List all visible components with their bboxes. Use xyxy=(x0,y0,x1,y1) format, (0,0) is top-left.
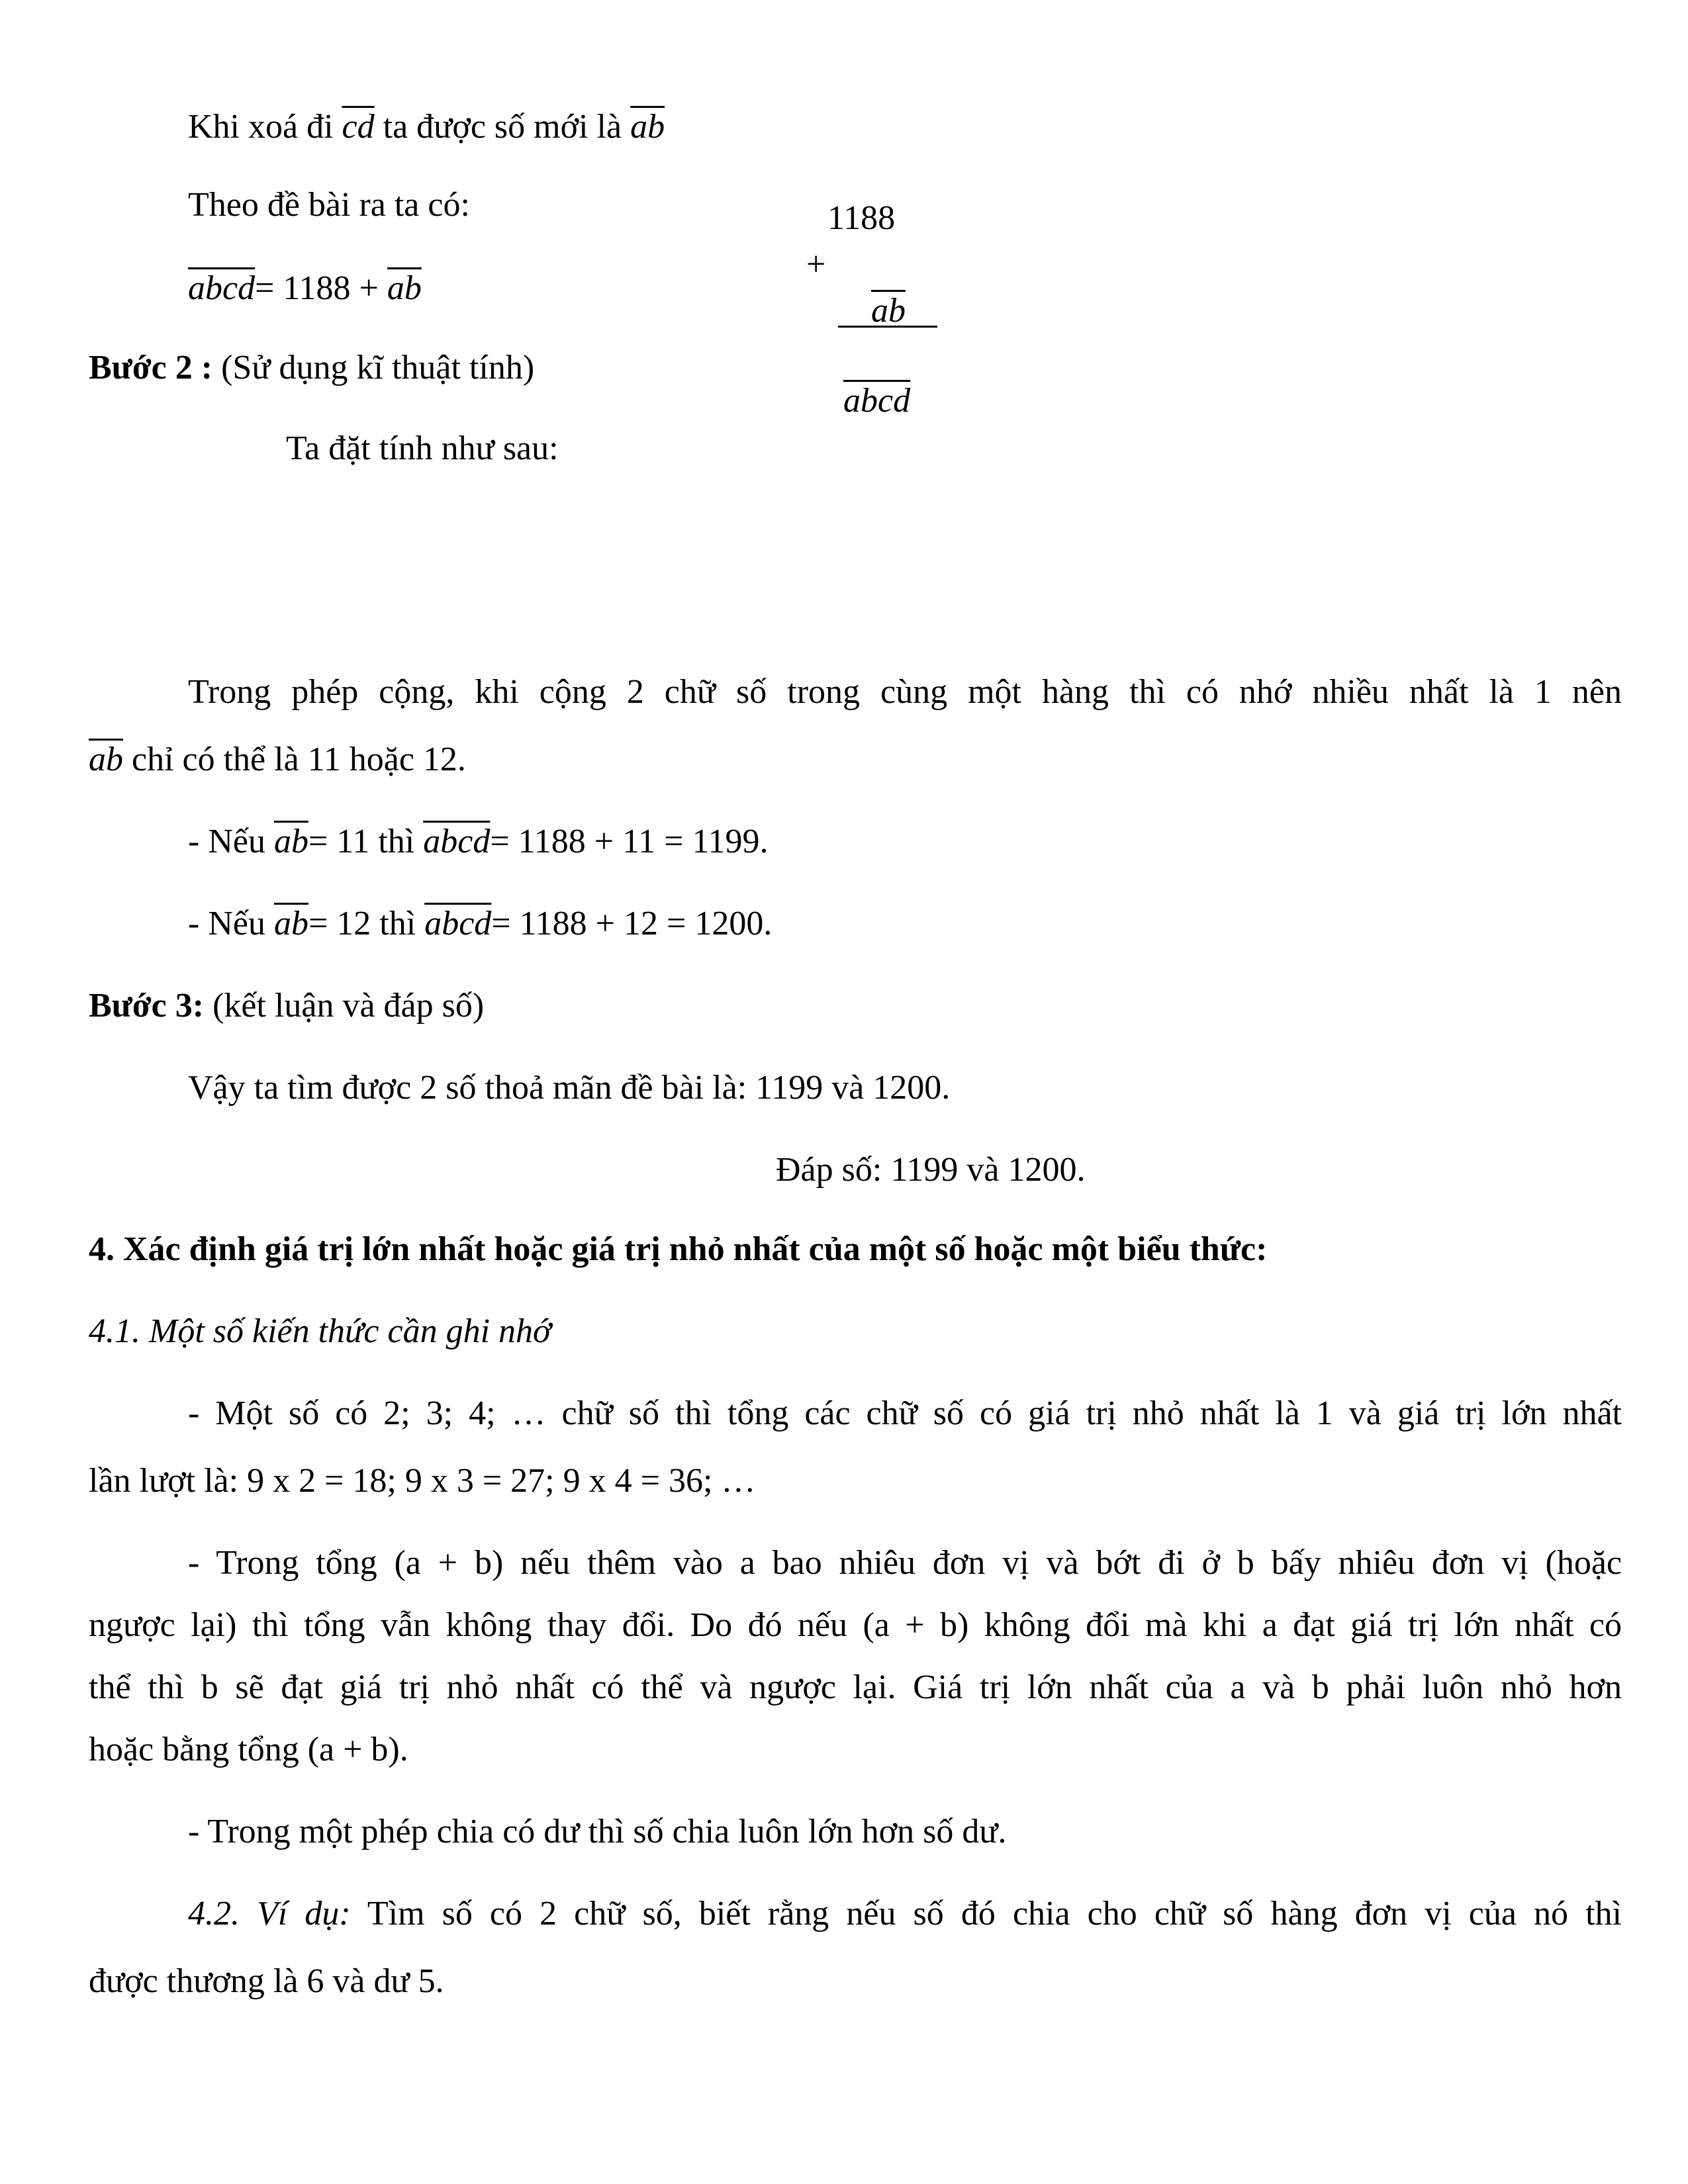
section4-heading: 4. Xác định giá trị lớn nhất hoặc giá trị nhỏ nhất của một số hoặc một biểu thức: xyxy=(89,1230,1268,1268)
text: = 1188 + 11 = 1199. xyxy=(490,823,769,860)
overline-abcd: abcd xyxy=(423,823,491,860)
bullet3: - Trong một phép chia có dư thì số chia luôn lớn hơn số dư. xyxy=(188,1813,1007,1850)
text: - Nếu xyxy=(188,823,265,860)
bullet2-line-3 xyxy=(89,1666,1622,1709)
bullet2-line-1 xyxy=(89,1542,1622,1584)
bullet2-line-4: hoặc bằng tổng (a + b). xyxy=(89,1731,408,1768)
addition-result xyxy=(843,381,910,421)
overline-abcd: abcd xyxy=(843,382,911,420)
overline-ab: $\overline{ab}$ xyxy=(387,269,422,307)
intro-line-2: Theo đề bài ra ta có: xyxy=(188,186,470,224)
case-2 xyxy=(188,903,772,945)
text: Khi xoá đi xyxy=(188,108,334,146)
overline-abcd: abcd xyxy=(188,269,256,307)
bullet1-line-2: lần lượt là: 9 x 2 = 18; 9 x 3 = 27; 9 x 4 = 36; … xyxy=(89,1462,756,1500)
step2-line xyxy=(89,347,534,389)
bullet2-line-2 xyxy=(89,1604,1622,1647)
section41-subheading: 4.1. Một số kiến thức cần ghi nhớ xyxy=(89,1312,551,1350)
text: - Một số có 2; 3; 4; … chữ số thì tổng các chữ số có giá trị nhỏ nhất là 1 và giá trị lớn nhất xyxy=(188,1394,1622,1432)
text: - Trong tổng (a + b) nếu thêm vào a bao nhiêu đơn vị và bớt đi ở b bấy nhiêu đơn vị (hoặc xyxy=(188,1544,1622,1582)
example-line-1 xyxy=(89,1893,1622,1935)
text: = 11 thì xyxy=(308,823,415,860)
bullet1-line-1 xyxy=(89,1392,1622,1435)
text: ngược lại) thì tổng vẫn không thay đổi. Do đó nếu (a + b) không đổi mà khi a đạt giá trị lớn nhất có xyxy=(89,1606,1622,1644)
overline-abcd: abcd xyxy=(424,905,492,942)
addition-plus: + xyxy=(806,246,826,283)
text: Trong phép cộng, khi cộng 2 chữ số trong cùng một hàng thì có nhớ nhiều nhất là 1 nên xyxy=(188,673,1622,711)
step3-conclusion: Vậy ta tìm được 2 số thoả mãn đề bài là: 1199 và 1200. xyxy=(188,1069,951,1107)
overline-cd: $\overline{cd}$ xyxy=(342,108,375,146)
text: = 12 thì xyxy=(308,905,416,942)
example-label: 4.2. Ví dụ: xyxy=(188,1895,351,1933)
overline-ab: $\overline{ab}$ xyxy=(871,292,906,330)
equation-line xyxy=(188,267,422,310)
text: = 1188 + xyxy=(255,269,379,307)
step2-desc: (Sử dụng kĩ thuật tính) xyxy=(221,349,535,387)
final-answer: Đáp số: 1199 và 1200. xyxy=(776,1151,1086,1189)
step3-line xyxy=(89,985,484,1027)
overline-ab: $\overline{ab}$ xyxy=(630,108,665,146)
analysis-paragraph-line-1 xyxy=(89,671,1622,713)
case-1 xyxy=(188,821,769,863)
addition-second xyxy=(871,291,906,331)
step3-label: Bước 3: xyxy=(89,987,205,1024)
overline-ab: $\overline{ab}$ xyxy=(89,741,123,778)
text: - Nếu xyxy=(188,905,265,942)
overline-ab: $\overline{ab}$ xyxy=(273,905,308,942)
analysis-paragraph-line-2 xyxy=(89,739,466,781)
text: chỉ có thể là 11 hoặc 12. xyxy=(132,741,466,778)
text: Tìm số có 2 chữ số, biết rằng nếu số đó chia cho chữ số hàng đơn vị của nó thì xyxy=(367,1895,1622,1933)
step2-label: Bước 2 : xyxy=(89,349,213,387)
step2-setup: Ta đặt tính như sau: xyxy=(286,430,559,467)
text: thể thì b sẽ đạt giá trị nhỏ nhất có thể và ngược lại. Giá trị lớn nhất của a và b phải luôn nhỏ hơn xyxy=(89,1668,1622,1706)
example-line-2: được thương là 6 và dư 5. xyxy=(89,1962,444,2000)
addition-top: 1188 xyxy=(827,199,896,237)
intro-line-1 xyxy=(188,106,665,148)
overline-ab: $\overline{ab}$ xyxy=(273,823,308,860)
text: = 1188 + 12 = 1200. xyxy=(491,905,773,942)
addition-rule xyxy=(838,326,937,328)
step3-desc: (kết luận và đáp số) xyxy=(212,987,485,1024)
text: ta được số mới là xyxy=(383,108,622,146)
